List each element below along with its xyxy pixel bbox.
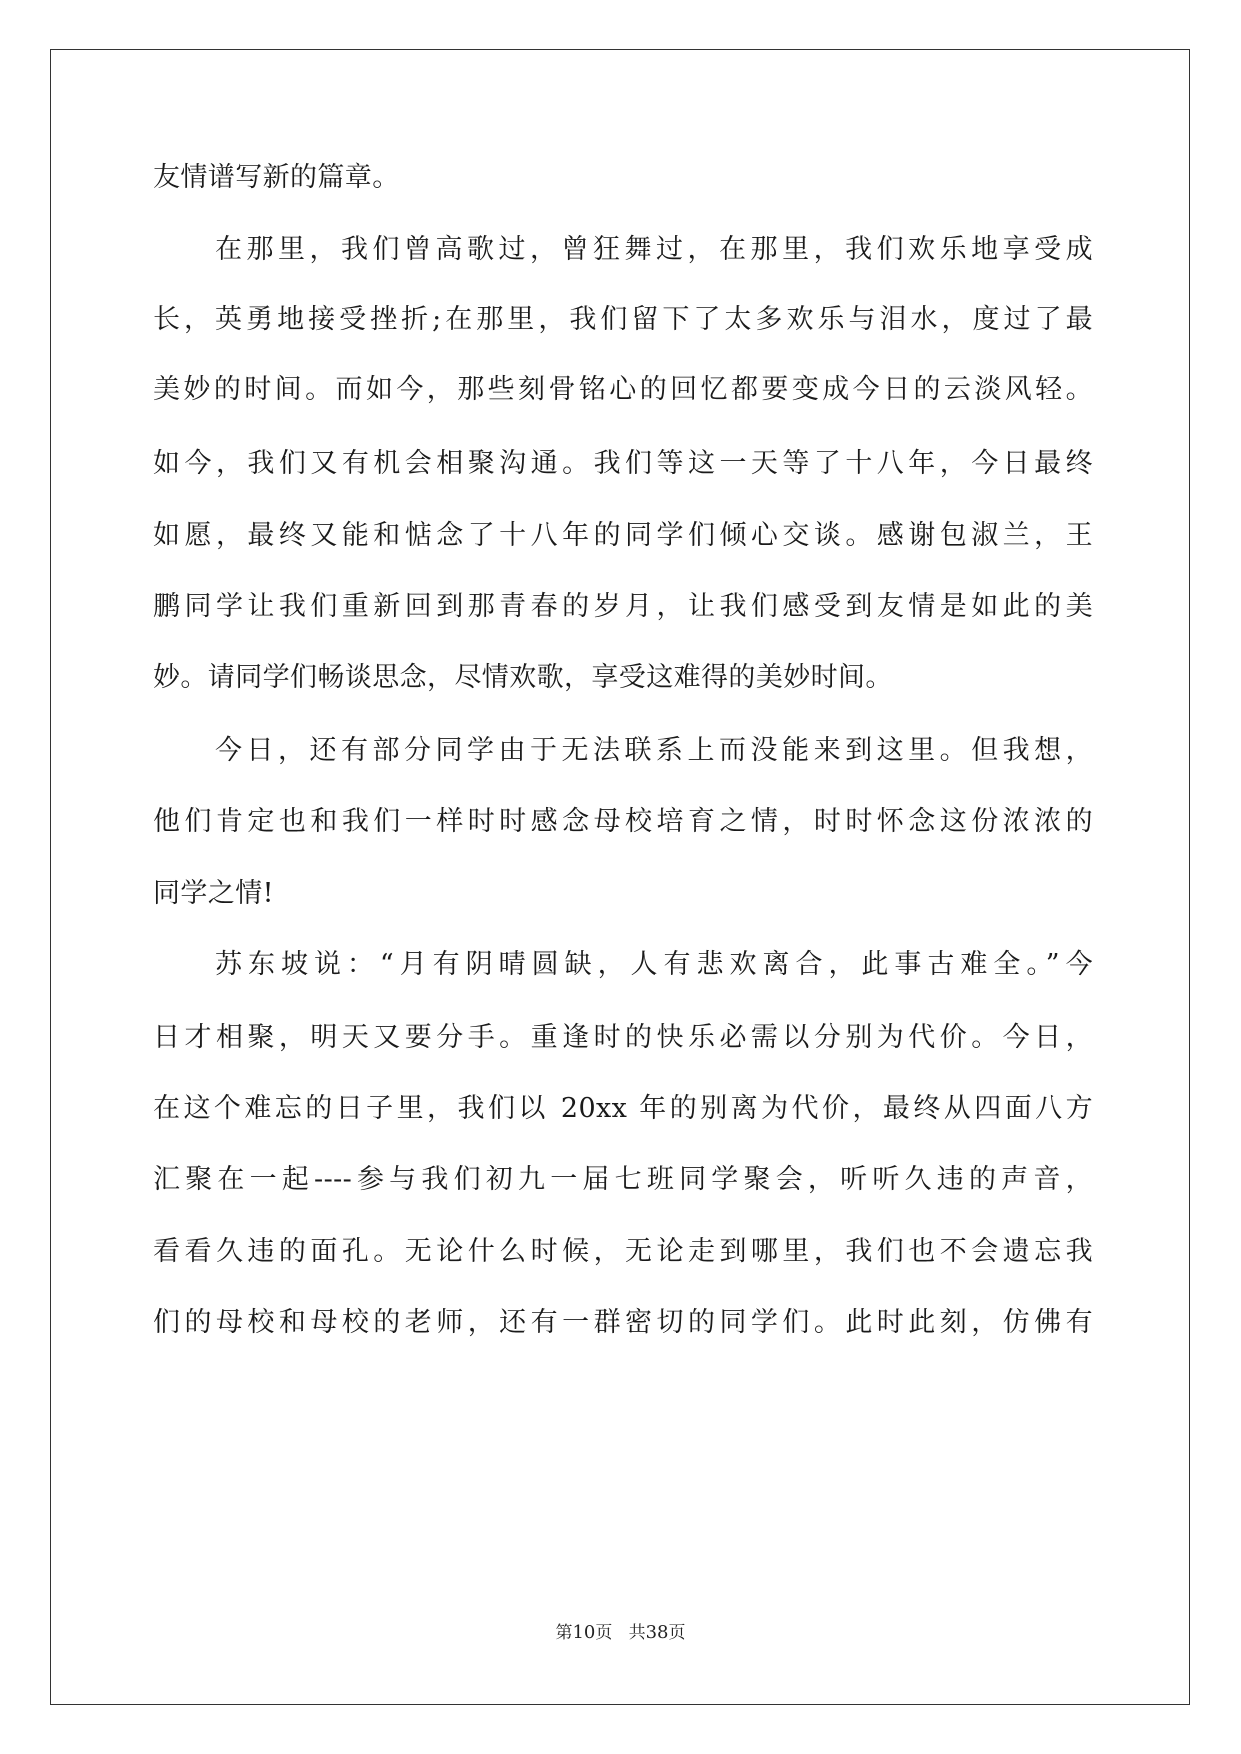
text-line: 看看久违的面孔。无论什么时候，无论走到哪里，我们也不会遗忘我 — [153, 1236, 1093, 1267]
text-line: 如愿，最终又能和惦念了十八年的同学们倾心交谈。感谢包淑兰，王 — [153, 520, 1093, 551]
text-line: 今日，还有部分同学由于无法联系上而没能来到这里。但我想， — [215, 735, 1093, 766]
text-line: 汇聚在一起----参与我们初九一届七班同学聚会，听听久违的声音， — [153, 1164, 1093, 1195]
text-line: 妙。请同学们畅谈思念，尽情欢歌，享受这难得的美妙时间。 — [153, 662, 893, 693]
text-line: 美妙的时间。而如今，那些刻骨铭心的回忆都要变成今日的云淡风轻。 — [153, 374, 1093, 405]
text-line: 鹏同学让我们重新回到那青春的岁月，让我们感受到友情是如此的美 — [153, 591, 1093, 622]
text-line: 在那里，我们曾高歌过，曾狂舞过，在那里，我们欢乐地享受成 — [215, 234, 1093, 265]
text-line: 长，英勇地接受挫折;在那里，我们留下了太多欢乐与泪水，度过了最 — [153, 304, 1093, 335]
text-line: 他们肯定也和我们一样时时感念母校培育之情，时时怀念这份浓浓的 — [153, 806, 1093, 837]
text-line: 友情谱写新的篇章。 — [153, 162, 400, 193]
total-page-count: 38 — [645, 1622, 669, 1643]
footer-suffix: 页 — [668, 1623, 686, 1643]
text-line: 如今，我们又有机会相聚沟通。我们等这一天等了十八年，今日最终 — [153, 448, 1093, 479]
text-line: 在这个难忘的日子里，我们以 20xx 年的别离为代价，最终从四面八方 — [153, 1093, 1093, 1124]
text-line: 苏东坡说：“月有阴晴圆缺，人有悲欢离合，此事古难全。”今 — [215, 949, 1093, 980]
text-line: 日才相聚，明天又要分手。重逢时的快乐必需以分别为代价。今日， — [153, 1022, 1093, 1053]
text-line: 们的母校和母校的老师，还有一群密切的同学们。此时此刻，仿佛有 — [153, 1307, 1093, 1338]
text-line: 同学之情! — [153, 878, 274, 909]
footer-middle: 页 共 — [595, 1623, 646, 1643]
current-page-number: 10 — [572, 1622, 596, 1643]
page-footer — [0, 1618, 1241, 1643]
footer-prefix: 第 — [555, 1623, 573, 1643]
